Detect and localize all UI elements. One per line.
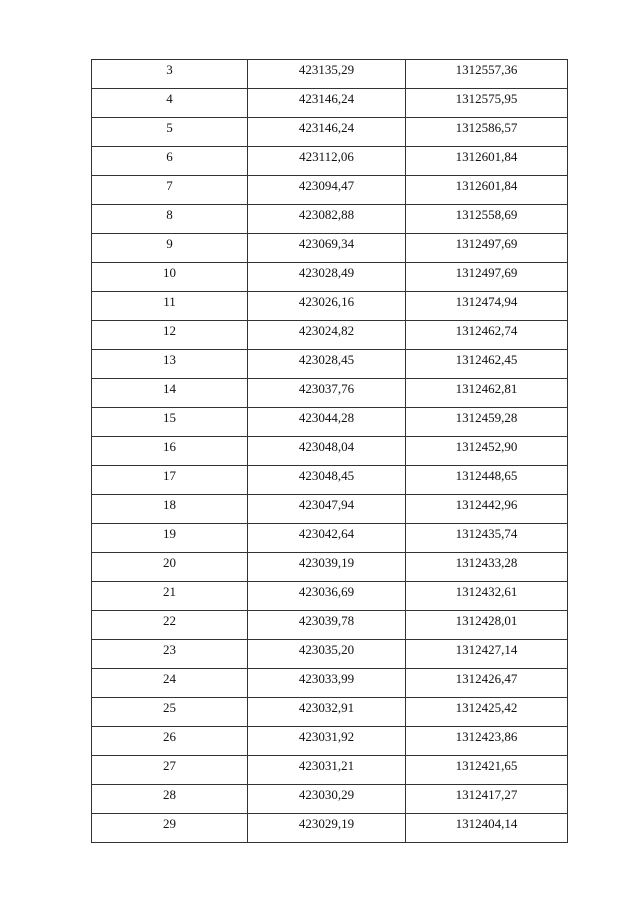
cell-text: 1312425,42 [455, 700, 518, 715]
coordinates-table [91, 59, 568, 843]
y-coordinate-cell [406, 611, 568, 640]
table-row [92, 727, 568, 756]
point-number-cell [92, 524, 248, 553]
cell-text: 1312497,69 [455, 265, 518, 280]
x-coordinate-cell [248, 727, 406, 756]
cell-text: 423135,29 [298, 62, 355, 77]
cell-text: 1312417,27 [455, 787, 518, 802]
cell-text: 423028,45 [298, 352, 355, 367]
cell-text: 24 [163, 671, 176, 686]
point-number-cell [92, 263, 248, 292]
table-row [92, 698, 568, 727]
cell-text: 20 [163, 555, 176, 570]
cell-text: 17 [163, 468, 176, 483]
cell-text: 1312575,95 [455, 91, 518, 106]
cell-text: 1312427,14 [455, 642, 518, 657]
cell-text: 423069,34 [298, 236, 355, 251]
point-number-cell [92, 611, 248, 640]
cell-text: 423037,76 [298, 381, 355, 396]
table-row [92, 814, 568, 843]
x-coordinate-cell [248, 640, 406, 669]
table-row [92, 582, 568, 611]
point-number-cell [92, 727, 248, 756]
point-number-cell [92, 698, 248, 727]
table-row [92, 408, 568, 437]
point-number-cell [92, 292, 248, 321]
x-coordinate-cell [248, 379, 406, 408]
point-number-cell [92, 495, 248, 524]
cell-text: 423028,49 [298, 265, 355, 280]
table-row [92, 785, 568, 814]
table-row [92, 89, 568, 118]
point-number-cell [92, 814, 248, 843]
point-number-cell [92, 437, 248, 466]
cell-text: 423146,24 [298, 120, 355, 135]
cell-text: 423024,82 [298, 323, 355, 338]
y-coordinate-cell [406, 234, 568, 263]
cell-text: 423039,19 [298, 555, 355, 570]
table-row [92, 321, 568, 350]
x-coordinate-cell [248, 89, 406, 118]
table-row [92, 234, 568, 263]
y-coordinate-cell [406, 263, 568, 292]
y-coordinate-cell [406, 495, 568, 524]
cell-text: 1312426,47 [455, 671, 518, 686]
y-coordinate-cell [406, 437, 568, 466]
cell-text: 18 [163, 497, 176, 512]
cell-text: 1312601,84 [455, 178, 518, 193]
y-coordinate-cell [406, 321, 568, 350]
x-coordinate-cell [248, 234, 406, 263]
cell-text: 1312448,65 [455, 468, 518, 483]
cell-text: 21 [163, 584, 176, 599]
cell-text: 11 [163, 294, 176, 309]
cell-text: 1312462,81 [455, 381, 518, 396]
cell-text: 423030,29 [298, 787, 355, 802]
cell-text: 19 [163, 526, 176, 541]
table-row [92, 495, 568, 524]
point-number-cell [92, 553, 248, 582]
point-number-cell [92, 582, 248, 611]
table-row [92, 263, 568, 292]
x-coordinate-cell [248, 205, 406, 234]
x-coordinate-cell [248, 147, 406, 176]
cell-text: 423094,47 [298, 178, 355, 193]
x-coordinate-cell [248, 524, 406, 553]
y-coordinate-cell [406, 408, 568, 437]
y-coordinate-cell [406, 176, 568, 205]
y-coordinate-cell [406, 727, 568, 756]
table-row [92, 60, 568, 89]
table-row [92, 147, 568, 176]
y-coordinate-cell [406, 785, 568, 814]
cell-text: 1312586,57 [455, 120, 518, 135]
y-coordinate-cell [406, 147, 568, 176]
table-row [92, 118, 568, 147]
y-coordinate-cell [406, 118, 568, 147]
cell-text: 23 [163, 642, 176, 657]
table-row [92, 669, 568, 698]
cell-text: 1312474,94 [455, 294, 518, 309]
x-coordinate-cell [248, 60, 406, 89]
y-coordinate-cell [406, 350, 568, 379]
x-coordinate-cell [248, 118, 406, 147]
cell-text: 6 [166, 149, 173, 164]
cell-text: 13 [163, 352, 176, 367]
table-row [92, 466, 568, 495]
cell-text: 26 [163, 729, 176, 744]
table-row [92, 292, 568, 321]
cell-text: 423112,06 [299, 149, 354, 164]
cell-text: 423036,69 [298, 584, 355, 599]
cell-text: 1312452,90 [455, 439, 518, 454]
point-number-cell [92, 60, 248, 89]
y-coordinate-cell [406, 640, 568, 669]
y-coordinate-cell [406, 553, 568, 582]
x-coordinate-cell [248, 437, 406, 466]
point-number-cell [92, 785, 248, 814]
cell-text: 10 [163, 265, 176, 280]
table-row [92, 553, 568, 582]
cell-text: 1312428,01 [455, 613, 518, 628]
cell-text: 423026,16 [298, 294, 355, 309]
point-number-cell [92, 321, 248, 350]
point-number-cell [92, 205, 248, 234]
cell-text: 7 [166, 178, 173, 193]
coordinates-table-body [92, 60, 568, 843]
y-coordinate-cell [406, 669, 568, 698]
y-coordinate-cell [406, 379, 568, 408]
y-coordinate-cell [406, 756, 568, 785]
cell-text: 423035,20 [298, 642, 355, 657]
table-row [92, 611, 568, 640]
table-row [92, 640, 568, 669]
y-coordinate-cell [406, 524, 568, 553]
table-row [92, 176, 568, 205]
point-number-cell [92, 234, 248, 263]
cell-text: 1312601,84 [455, 149, 518, 164]
cell-text: 423047,94 [298, 497, 355, 512]
x-coordinate-cell [248, 582, 406, 611]
cell-text: 1312462,74 [455, 323, 518, 338]
cell-text: 423029,19 [298, 816, 355, 831]
cell-text: 1312442,96 [455, 497, 518, 512]
x-coordinate-cell [248, 292, 406, 321]
cell-text: 1312462,45 [455, 352, 518, 367]
cell-text: 1312435,74 [455, 526, 518, 541]
cell-text: 1312421,65 [455, 758, 518, 773]
cell-text: 423048,45 [298, 468, 355, 483]
x-coordinate-cell [248, 321, 406, 350]
x-coordinate-cell [248, 785, 406, 814]
y-coordinate-cell [406, 698, 568, 727]
cell-text: 423031,92 [298, 729, 355, 744]
cell-text: 423082,88 [298, 207, 355, 222]
y-coordinate-cell [406, 205, 568, 234]
table-row [92, 205, 568, 234]
x-coordinate-cell [248, 698, 406, 727]
table-row [92, 756, 568, 785]
y-coordinate-cell [406, 89, 568, 118]
cell-text: 1312558,69 [455, 207, 518, 222]
cell-text: 1312423,86 [455, 729, 518, 744]
table-row [92, 350, 568, 379]
point-number-cell [92, 176, 248, 205]
point-number-cell [92, 669, 248, 698]
cell-text: 8 [166, 207, 173, 222]
x-coordinate-cell [248, 263, 406, 292]
x-coordinate-cell [248, 176, 406, 205]
point-number-cell [92, 408, 248, 437]
table-row [92, 524, 568, 553]
cell-text: 15 [163, 410, 176, 425]
cell-text: 14 [163, 381, 176, 396]
x-coordinate-cell [248, 350, 406, 379]
table-row [92, 379, 568, 408]
cell-text: 25 [163, 700, 176, 715]
cell-text: 5 [166, 120, 173, 135]
y-coordinate-cell [406, 292, 568, 321]
cell-text: 3 [166, 62, 173, 77]
cell-text: 1312459,28 [455, 410, 518, 425]
cell-text: 423048,04 [298, 439, 355, 454]
table-row [92, 437, 568, 466]
point-number-cell [92, 756, 248, 785]
point-number-cell [92, 379, 248, 408]
x-coordinate-cell [248, 669, 406, 698]
point-number-cell [92, 147, 248, 176]
point-number-cell [92, 466, 248, 495]
cell-text: 1312404,14 [455, 816, 518, 831]
cell-text: 423033,99 [298, 671, 355, 686]
y-coordinate-cell [406, 814, 568, 843]
x-coordinate-cell [248, 466, 406, 495]
point-number-cell [92, 118, 248, 147]
x-coordinate-cell [248, 756, 406, 785]
cell-text: 1312433,28 [455, 555, 518, 570]
cell-text: 423032,91 [298, 700, 355, 715]
x-coordinate-cell [248, 814, 406, 843]
cell-text: 1312497,69 [455, 236, 518, 251]
cell-text: 423042,64 [298, 526, 355, 541]
cell-text: 16 [163, 439, 176, 454]
cell-text: 27 [163, 758, 176, 773]
cell-text: 423039,78 [298, 613, 355, 628]
cell-text: 28 [163, 787, 176, 802]
cell-text: 423031,21 [298, 758, 355, 773]
x-coordinate-cell [248, 495, 406, 524]
cell-text: 29 [163, 816, 176, 831]
y-coordinate-cell [406, 582, 568, 611]
x-coordinate-cell [248, 408, 406, 437]
point-number-cell [92, 350, 248, 379]
cell-text: 12 [163, 323, 176, 338]
point-number-cell [92, 89, 248, 118]
cell-text: 9 [166, 236, 173, 251]
cell-text: 22 [163, 613, 176, 628]
x-coordinate-cell [248, 611, 406, 640]
cell-text: 4 [166, 91, 173, 106]
cell-text: 423044,28 [298, 410, 355, 425]
y-coordinate-cell [406, 60, 568, 89]
cell-text: 423146,24 [298, 91, 355, 106]
point-number-cell [92, 640, 248, 669]
cell-text: 1312557,36 [455, 62, 518, 77]
x-coordinate-cell [248, 553, 406, 582]
cell-text: 1312432,61 [455, 584, 518, 599]
y-coordinate-cell [406, 466, 568, 495]
